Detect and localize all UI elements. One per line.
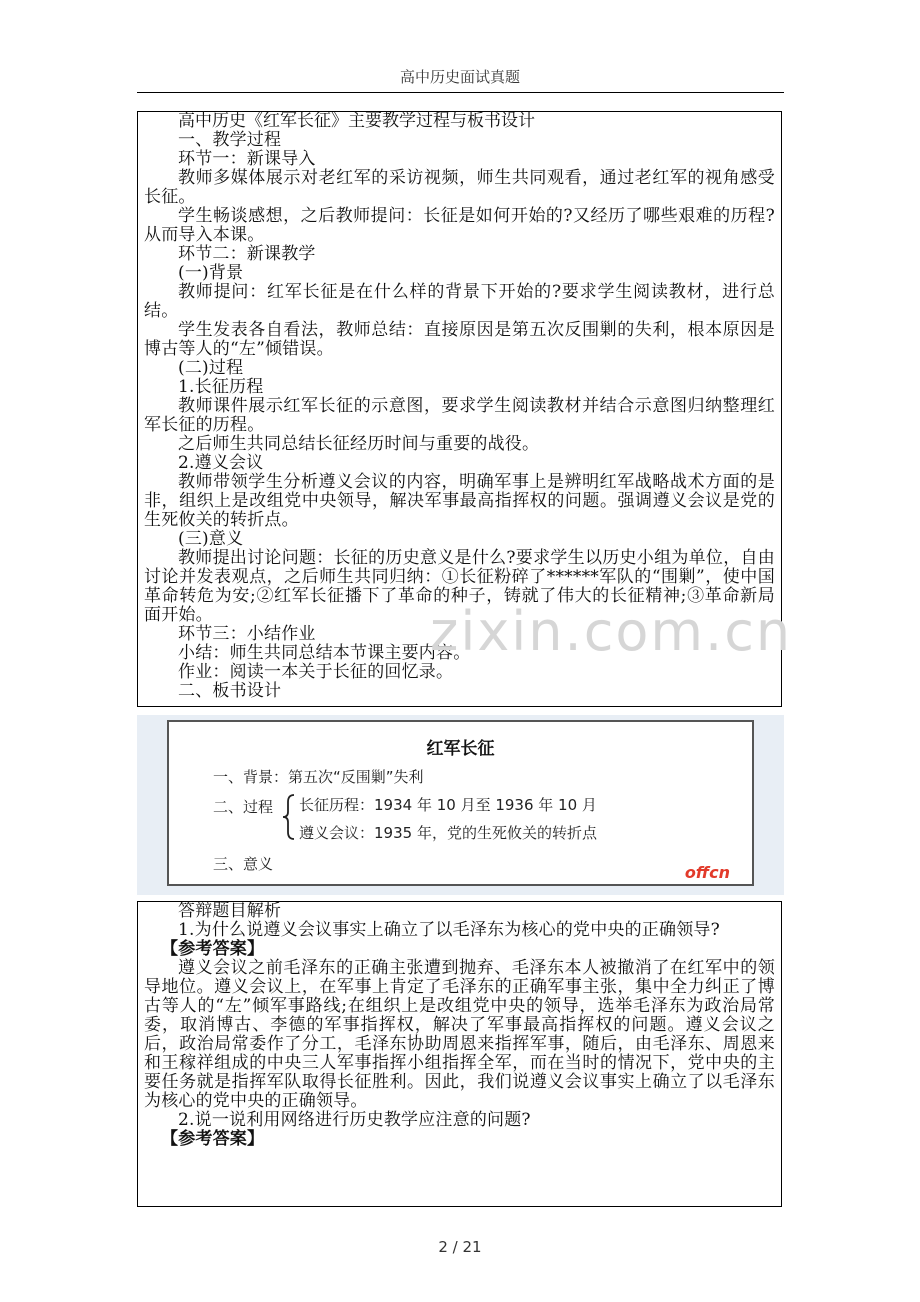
board-line-zunyi: 遵义会议：1935 年，党的生死攸关的转折点 — [299, 824, 597, 842]
reference-answer-label: 【参考答案】 — [161, 1129, 265, 1149]
heading-teaching-process: 一、教学过程 — [178, 130, 282, 150]
page-header: 高中历史面试真题 — [399, 68, 520, 86]
subheading-process: (二)过程 — [178, 358, 244, 378]
answer-1: 遵义会议之前毛泽东的正确主张遭到抛弃、毛泽东本人被撤消了在红军中的领导地位。遵义会议上，在军事上肯定了毛泽东的正确军事主张，集中全力纠正了博古等人的“左”倾军事路线;在组织上是改组党中央的领导，选举毛泽东为政治局常委，取消博古、李德的军事指挥权，解决了军事最高指挥权的问题。遵义会议之后，政治局常委作了分工，毛泽东协助周恩来指挥军事，随后，由毛泽东、周恩来和王稼祥组成的中央三人军事指挥小组指挥全军，而在当时的情况下，党中央的主要任务就是指挥军队取得长征胜利。因此，我们说遵义会议事实上确立了以毛泽东为核心的党中央的正确领导。 — [144, 958, 775, 1111]
paragraph: 教师带领学生分析遵义会议的内容，明确军事上是辨明红军战略战术方面的是非，组织上是改组党中央领导，解决军事最高指挥权的问题。强调遵义会议是党的生死攸关的转折点。 — [144, 472, 775, 530]
paragraph: 教师多媒体展示对老红军的采访视频，师生共同观看，通过老红军的视角感受长征。 — [144, 168, 775, 207]
page-number: 2 / 21 — [438, 1238, 482, 1256]
blackboard-design — [167, 720, 754, 886]
paragraph: 学生畅谈感想，之后教师提问：长征是如何开始的?又经历了哪些艰难的历程?从而导入本课。 — [144, 206, 775, 245]
watermark: zixin.com.cn — [430, 600, 793, 663]
paragraph: 小结：师生共同总结本节课主要内容。 — [178, 643, 471, 663]
board-line-significance: 三、意义 — [213, 855, 274, 873]
subheading-background: (一)背景 — [178, 263, 244, 283]
paragraph: 教师提问：红军长征是在什么样的背景下开始的?要求学生阅读教材，进行总结。 — [144, 282, 775, 321]
offcn-logo: offcn — [684, 863, 730, 882]
paragraph: 学生发表各自看法，教师总结：直接原因是第五次反围剿的失利，根本原因是博古等人的“左”倾错误。 — [144, 320, 775, 359]
header-rule — [137, 92, 784, 93]
board-line-process-label: 二、过程 — [213, 798, 274, 816]
defense-questions-box — [137, 901, 782, 1207]
stage-1-heading: 环节一：新课导入 — [178, 149, 316, 169]
subheading-long-march-course: 1.长征历程 — [178, 377, 264, 397]
stage-2-heading: 环节二：新课教学 — [178, 244, 316, 264]
heading-board-design: 二、板书设计 — [178, 681, 282, 701]
question-1: 1.为什么说遵义会议事实上确立了以毛泽东为核心的党中央的正确领导? — [178, 920, 720, 940]
brace-icon — [282, 794, 296, 840]
stage-3-heading: 环节三：小结作业 — [178, 624, 316, 644]
subheading-significance: (三)意义 — [178, 529, 244, 549]
lesson-title: 高中历史《红军长征》主要教学过程与板书设计 — [178, 111, 535, 131]
board-line-course: 长征历程：1934 年 10 月至 1936 年 10 月 — [299, 796, 597, 814]
paragraph: 教师提出讨论问题：长征的历史意义是什么?要求学生以历史小组为单位，自由讨论并发表观点，之后师生共同归纳：①长征粉碎了******军队的“围剿”，使中国革命转危为安;②红军长征播下了革命的种子，铸就了伟大的长征精神;③革命新局面开始。 — [144, 548, 775, 625]
section-heading: 答辩题目解析 — [178, 901, 282, 921]
question-2: 2.说一说利用网络进行历史教学应注意的问题? — [178, 1110, 531, 1130]
paragraph: 教师课件展示红军长征的示意图，要求学生阅读教材并结合示意图归纳整理红军长征的历程。 — [144, 396, 775, 435]
paragraph: 之后师生共同总结长征经历时间与重要的战役。 — [178, 434, 540, 454]
subheading-zunyi: 2.遵义会议 — [178, 453, 264, 473]
board-line-background: 一、背景：第五次“反围剿”失利 — [213, 768, 424, 786]
lesson-plan-box — [137, 111, 782, 707]
paragraph: 作业：阅读一本关于长征的回忆录。 — [178, 662, 454, 682]
reference-answer-label: 【参考答案】 — [161, 939, 265, 959]
board-title: 红军长征 — [426, 739, 495, 759]
